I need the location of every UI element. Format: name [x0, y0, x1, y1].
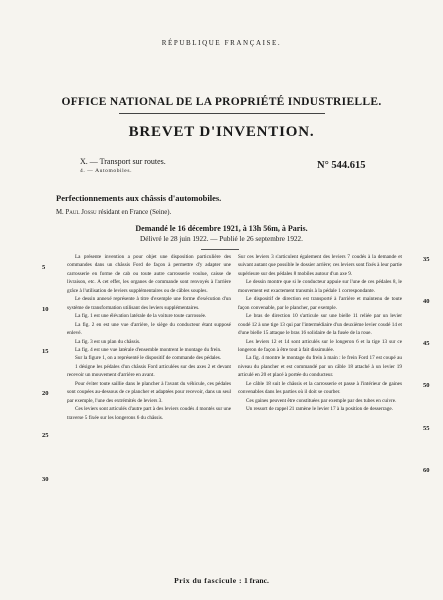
body-paragraph: Un ressort de rappel 21 ramène le levier 17 à la position de desserrage. [246, 406, 393, 413]
price-line [0, 576, 443, 585]
line-number: 30 [42, 476, 49, 483]
document-title: BREVET D'INVENTION. [128, 124, 315, 140]
issue-date: Délivré le 28 juin 1922. — Publié le 26 septembre 1922. [140, 235, 303, 243]
inventor-name: Paul Jossu [65, 209, 97, 216]
group-label: X. — Transport sur routes. [80, 157, 166, 166]
body-paragraph: La fig. 3 est un plan du châssis. [75, 338, 141, 345]
republic-heading: RÉPUBLIQUE FRANÇAISE. [161, 39, 282, 47]
title-rule [201, 249, 239, 250]
body-paragraph: Sur la figure 1, on a représenté le dispositif de commande des pédales. [75, 355, 222, 362]
price-value: 1 franc. [243, 576, 269, 585]
line-number: 40 [423, 298, 430, 305]
line-number: 20 [42, 390, 49, 397]
line-number: 15 [42, 348, 49, 355]
inventor-residence: résidant en France (Seine). [98, 209, 172, 216]
body-paragraph: La présente invention a pour objet une disposition particulière des commandes dans un châssis Ford de façon à permettre d'y adapter une carrosserie en forme de cab ou toute autre carrosserie voulue, caisse de livraison, etc. A cet effet, les organes de commande sont renvoyés à l'arrière grâce à l'utilisation de leviers supplémentaires ou de câbles souples. [67, 254, 231, 294]
price-label: Prix du fascicule : [174, 576, 243, 585]
patent-number: N° 544.615 [317, 160, 366, 171]
body-paragraph: Le dessin annexé représente à titre d'exemple une forme d'exécution d'un système de transformation utilisant des leviers supplémentaires. [67, 296, 231, 311]
line-number: 50 [423, 382, 430, 389]
office-heading: OFFICE NATIONAL DE LA PROPRIÉTÉ INDUSTRIELLE. [61, 96, 382, 108]
body-paragraph: La fig. 1 est une élévation latérale de la voiture toute carrossée. [75, 313, 207, 320]
left-column [67, 253, 231, 422]
inventor-prefix: M. [56, 209, 64, 216]
body-paragraph: Ces gaines peuvent être constituées par exemple par des tubes en cuivre. [246, 397, 397, 404]
line-number: 25 [42, 432, 49, 439]
line-number: 45 [423, 340, 430, 347]
body-paragraph: Le bras de direction 10 s'articule sur une bielle 11 reliée par un levier coudé 12 à une tige 13 qui par l'intermédiaire d'un deuxième levier coudé 14 et d'une bielle 15 attaque le bras 16 solidaire de la fusée de la roue. [238, 313, 402, 337]
body-paragraph: Pour éviter toute saillie dans le plancher à l'avant du véhicule, ces pédales sont coupées au-dessous de ce plancher et adaptées pour recevoir, dans un seul par exemple, l'une des extrémités de leviers 3. [67, 380, 231, 404]
body-paragraph: 1 désigne les pédales d'un châssis Ford articulées sur des axes 2 et devant recevoir un mouvement d'arrière en avant. [67, 363, 231, 379]
line-number: 5 [42, 264, 46, 271]
body-paragraph: Le dispositif de direction est transporté à l'arrière et maintenu de toute façon convenable, par le plancher, par exemple. [238, 296, 402, 311]
header-rule [119, 113, 325, 114]
inventor-line [56, 209, 171, 216]
body-paragraph: Sur ces leviers 3 s'articulent également des leviers 7 coudés à la demande et suivant autant que possible le dossier arrière; ces leviers sont fixés à leur partie supérieure sur des pédales 8 mobiles autour d'un axe 9. [238, 254, 402, 277]
body-paragraph: Les leviers 12 et 14 sont articulés sur le longeron 6 et la tige 13 sur ce longeron de façon à être tout à fait dissimulée. [238, 338, 402, 353]
right-column [238, 253, 402, 414]
body-paragraph: La fig. 2 en est une vue d'arrière, le siège du conducteur étant supposé enlevé. [67, 321, 231, 337]
body-paragraph: La fig. 4 montre le montage du frein à main : le frein Ford 17 est coupé au niveau du plancher et est commandé par un câble 18 attaché à un levier 19 articulé en 20 et placé à portée du conducteur. [238, 355, 402, 379]
line-number: 35 [423, 256, 430, 263]
body-paragraph: Ces leviers sont articulés d'autre part à des leviers coudés 4 montés sur une traverse 5 fixée sur les longerons 6 du châssis. [67, 406, 231, 421]
body-paragraph: La fig. 4 est une vue latérale d'ensemble montrent le montage du frein. [75, 346, 222, 353]
body-paragraph: Le câble 18 suit le châssis et la carrosserie et passe à l'intérieur de gaines convenables dans les parties où il doit se courber. [238, 380, 402, 396]
group-classification [80, 157, 166, 166]
line-number: 10 [42, 306, 49, 313]
class-classification: 4. — Automobiles. [80, 168, 133, 174]
line-number: 55 [423, 425, 430, 432]
patent-title: Perfectionnements aux châssis d'automobiles. [56, 193, 222, 203]
body-paragraph: Le dessin montre que si le conducteur appuie sur l'une de ces pédales 8, le mouvement est exactement transmis à la pédale 1 correspondante. [238, 279, 402, 294]
filing-date: Demandé le 16 décembre 1921, à 13h 56m, à Paris. [135, 224, 308, 233]
line-number: 60 [423, 467, 430, 474]
